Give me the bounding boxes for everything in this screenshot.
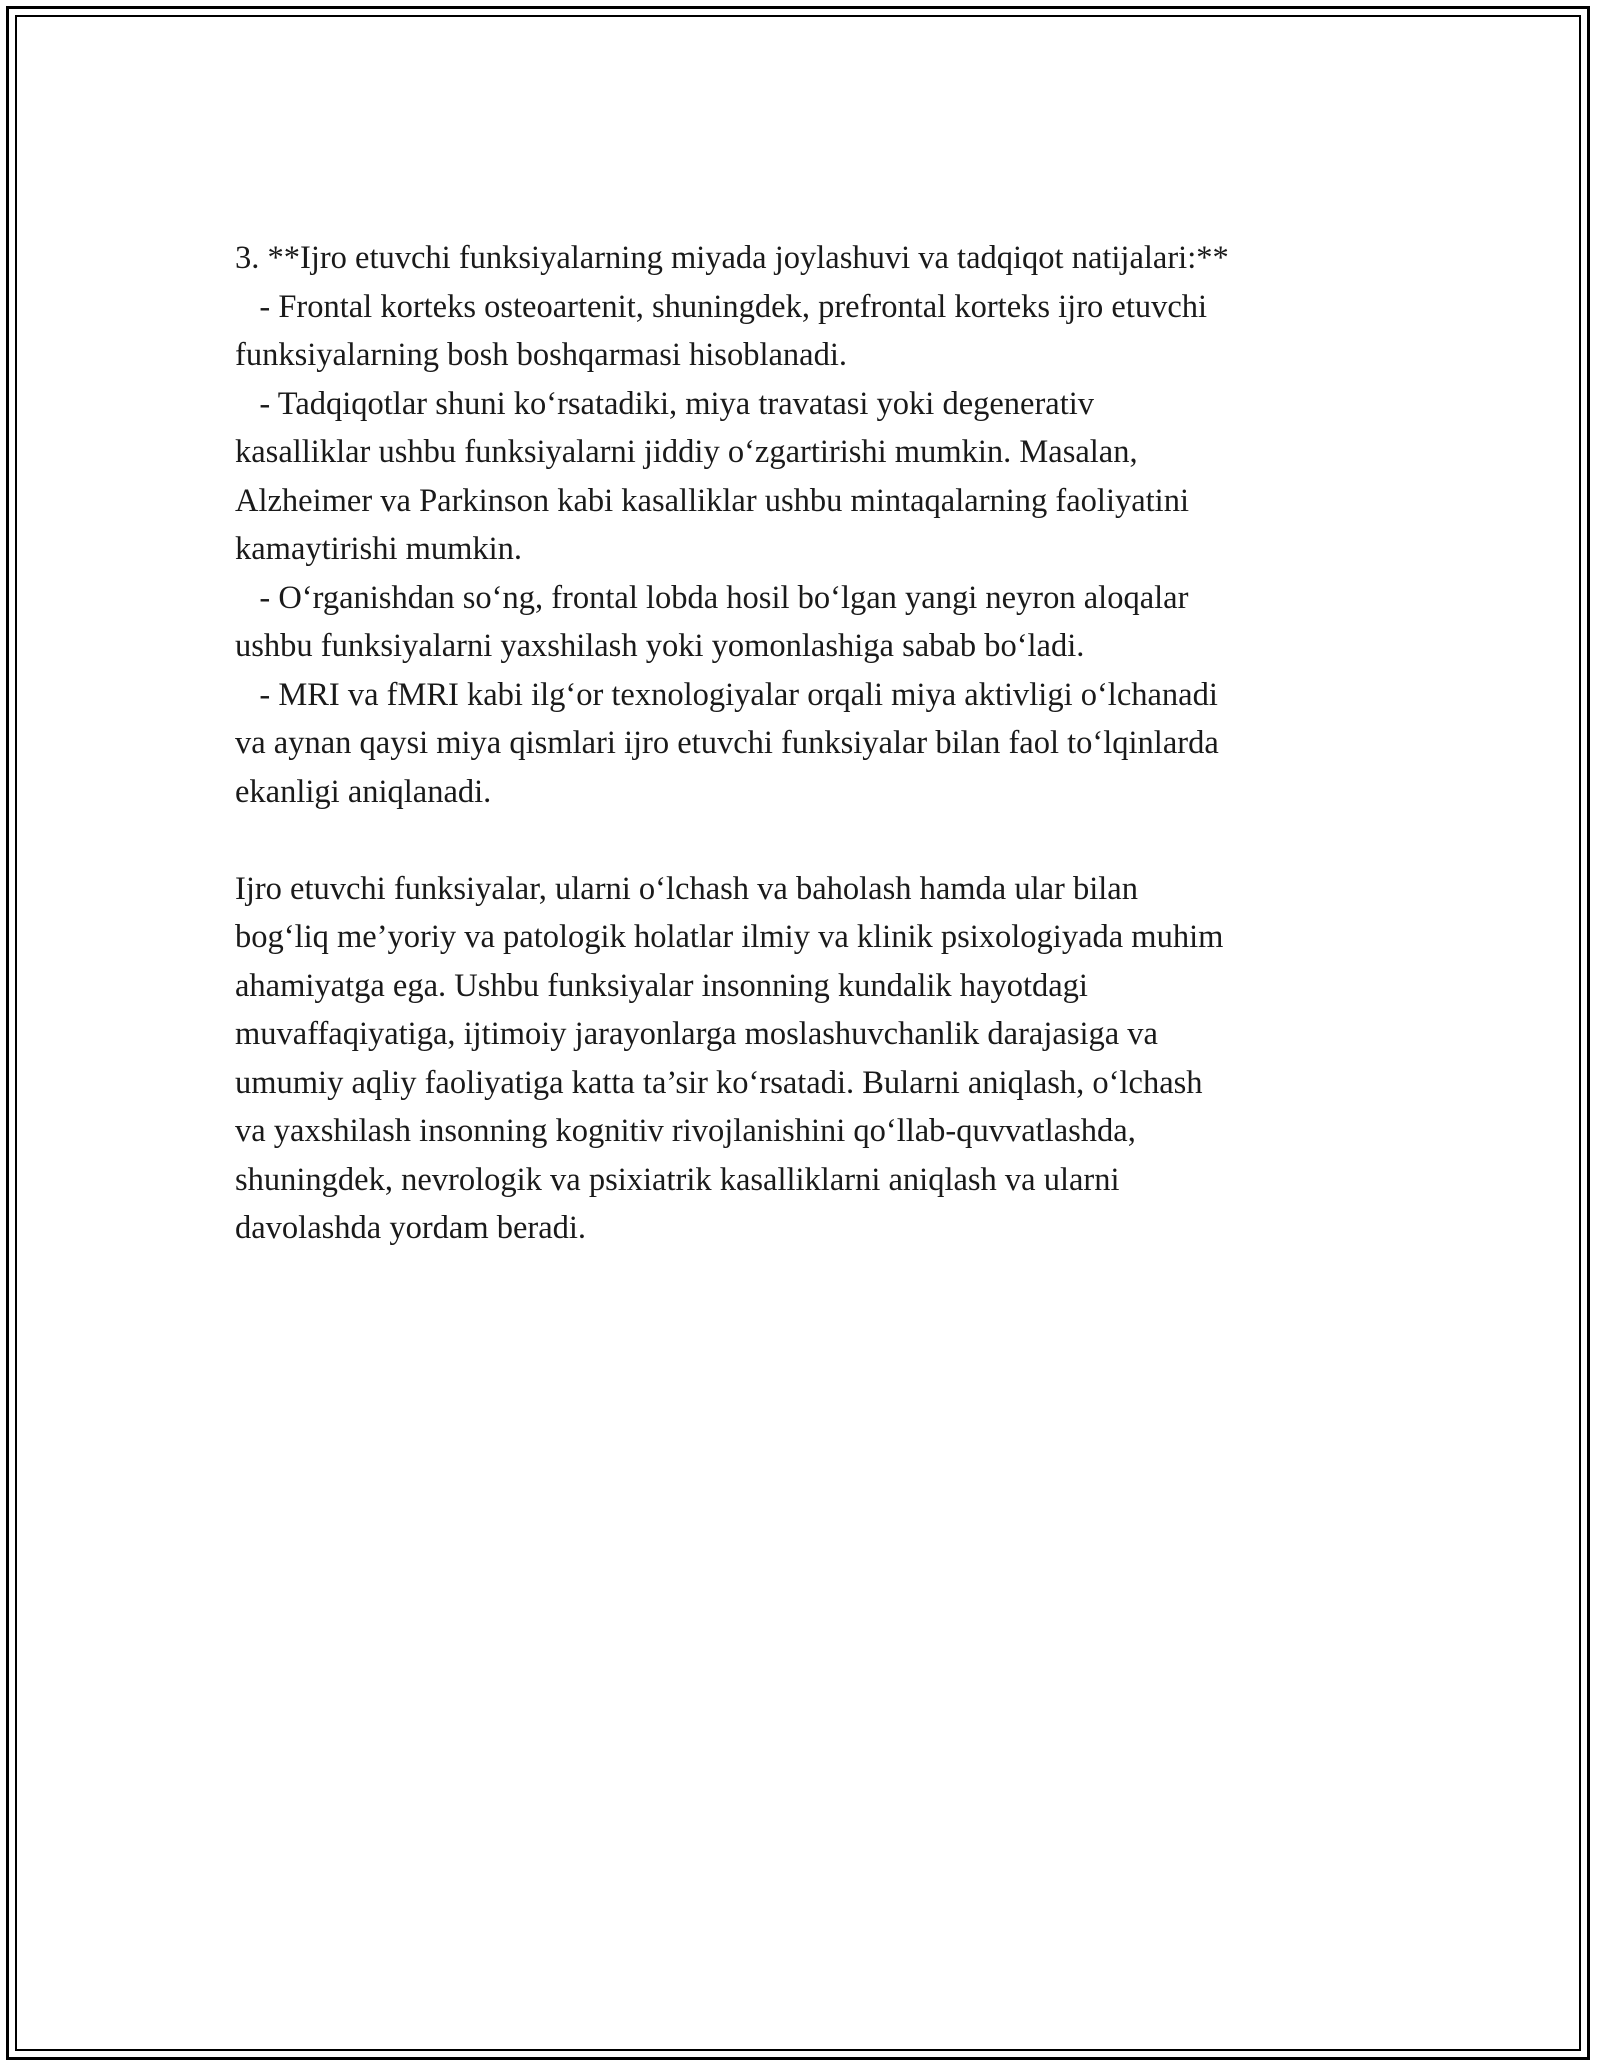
text-line: Alzheimer va Parkinson kabi kasalliklar ushbu mintaqalarning faoliyatini (235, 482, 1189, 519)
text-line: ekanligi aniqlanadi. (235, 773, 492, 810)
text-line: - MRI va fMRI kabi ilg‘or texnologiyalar orqali miya aktivligi o‘lchanadi (235, 676, 1218, 713)
text-line: ushbu funksiyalarni yaxshilash yoki yomonlashiga sabab bo‘ladi. (235, 628, 1085, 664)
paragraph-spacer (235, 816, 1365, 865)
text-line: Ijro etuvchi funksiyalar, ularni o‘lchash va baholash hamda ular bilan (235, 870, 1138, 907)
text-line: - Frontal korteks osteoartenit, shuningdek, prefrontal korteks ijro etuvchi (235, 288, 1208, 325)
document-body (235, 234, 1365, 1253)
text-line: va yaxshilash insonning kognitiv rivojlanishini qo‘llab-quvvatlashda, (235, 1113, 1136, 1149)
section-conclusion (235, 865, 1365, 1253)
text-line: - O‘rganishdan so‘ng, frontal lobda hosil bo‘lgan yangi neyron aloqalar (235, 579, 1189, 616)
text-line: kamaytirishi mumkin. (235, 531, 523, 567)
text-line: muvaffaqiyatiga, ijtimoiy jarayonlarga moslashuvchanlik darajasiga va (235, 1016, 1158, 1052)
section-brain-localization (235, 234, 1365, 816)
text-line: va aynan qaysi miya qismlari ijro etuvchi funksiyalar bilan faol to‘lqinlarda (235, 725, 1219, 761)
text-line: ahamiyatga ega. Ushbu funksiyalar insonning kundalik hayotdagi (235, 967, 1088, 1004)
text-line: bog‘liq me’yoriy va patologik holatlar ilmiy va klinik psixologiyada muhim (235, 919, 1224, 955)
text-line: 3. **Ijro etuvchi funksiyalarning miyada joylashuvi va tadqiqot natijalari:** (235, 240, 1229, 276)
text-line: kasalliklar ushbu funksiyalarni jiddiy o‘zgartirishi mumkin. Masalan, (235, 434, 1138, 470)
text-line: shuningdek, nevrologik va psixiatrik kasalliklarni aniqlash va ularni (235, 1161, 1120, 1198)
text-line: umumiy aqliy faoliyatiga katta ta’sir ko‘rsatadi. Bularni aniqlash, o‘lchash (235, 1064, 1203, 1101)
text-line: - Tadqiqotlar shuni ko‘rsatadiki, miya travatasi yoki degenerativ (235, 385, 1095, 422)
text-line: davolashda yordam beradi. (235, 1210, 587, 1246)
text-line: funksiyalarning bosh boshqarmasi hisoblanadi. (235, 337, 847, 373)
